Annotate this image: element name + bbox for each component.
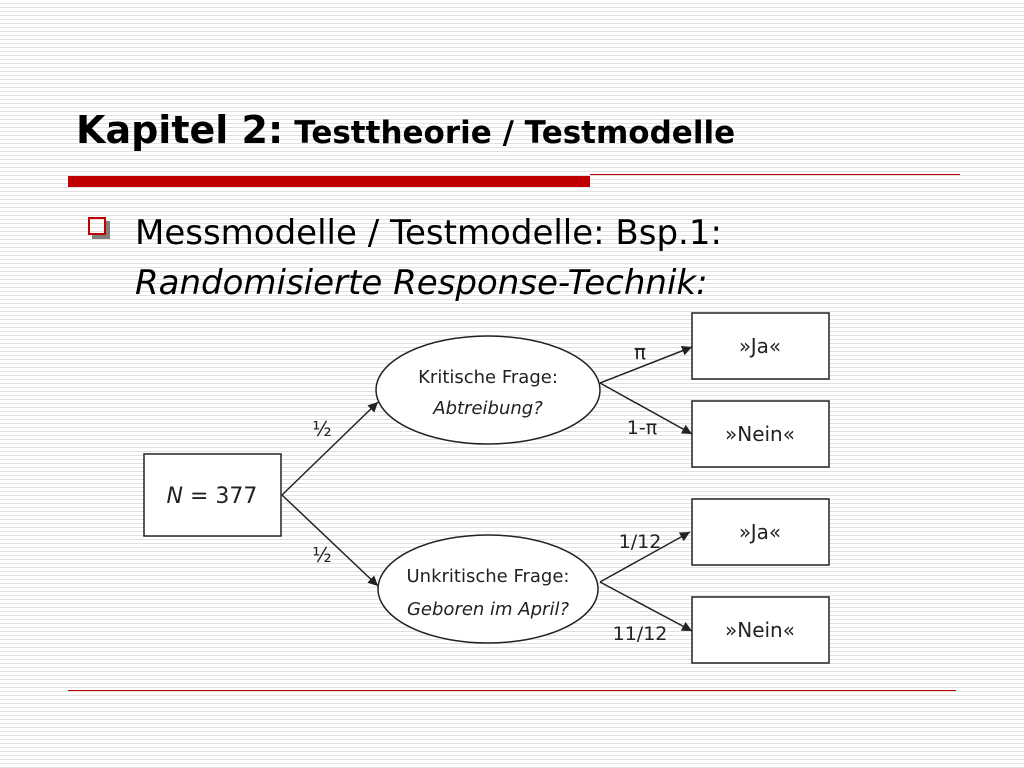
- uncritical-question-label: Unkritische Frage:: [406, 566, 570, 587]
- start-node-count: = 377: [183, 484, 258, 509]
- critical-question-label: Kritische Frage:: [418, 367, 558, 388]
- answer-ja-top: »Ja«: [738, 334, 782, 358]
- slide-title-main: Kapitel 2:: [76, 108, 284, 152]
- prob-eleven-twelfths: 11/12: [612, 623, 668, 645]
- critical-question-item: Abtreibung?: [433, 398, 543, 419]
- uncritical-question-item: Geboren im April?: [406, 599, 570, 620]
- prob-one-twelfth: 1/12: [618, 531, 662, 553]
- footer-divider: [68, 690, 956, 691]
- start-node-variable: N: [166, 484, 184, 509]
- slide-title-sub: Testtheorie / Testmodelle: [294, 115, 736, 151]
- critical-question-node: [376, 336, 600, 444]
- answer-nein-bottom: »Nein«: [725, 618, 795, 642]
- answer-ja-bottom: »Ja«: [738, 520, 782, 544]
- uncritical-question-node: [378, 535, 598, 643]
- answer-nein-top: »Nein«: [725, 422, 795, 446]
- start-node-label: [167, 484, 258, 509]
- bullet-line-1: Messmodelle / Testmodelle: Bsp.1:: [135, 213, 722, 253]
- prob-one-minus-pi: 1-π: [626, 417, 658, 439]
- prob-half-upper: ½: [312, 417, 332, 441]
- prob-half-lower: ½: [312, 543, 332, 567]
- branch-to-critical: [282, 402, 378, 495]
- bullet-line-2: Randomisierte Response-Technik:: [135, 263, 708, 303]
- prob-pi: π: [633, 340, 647, 364]
- branch-to-uncritical: [282, 495, 378, 586]
